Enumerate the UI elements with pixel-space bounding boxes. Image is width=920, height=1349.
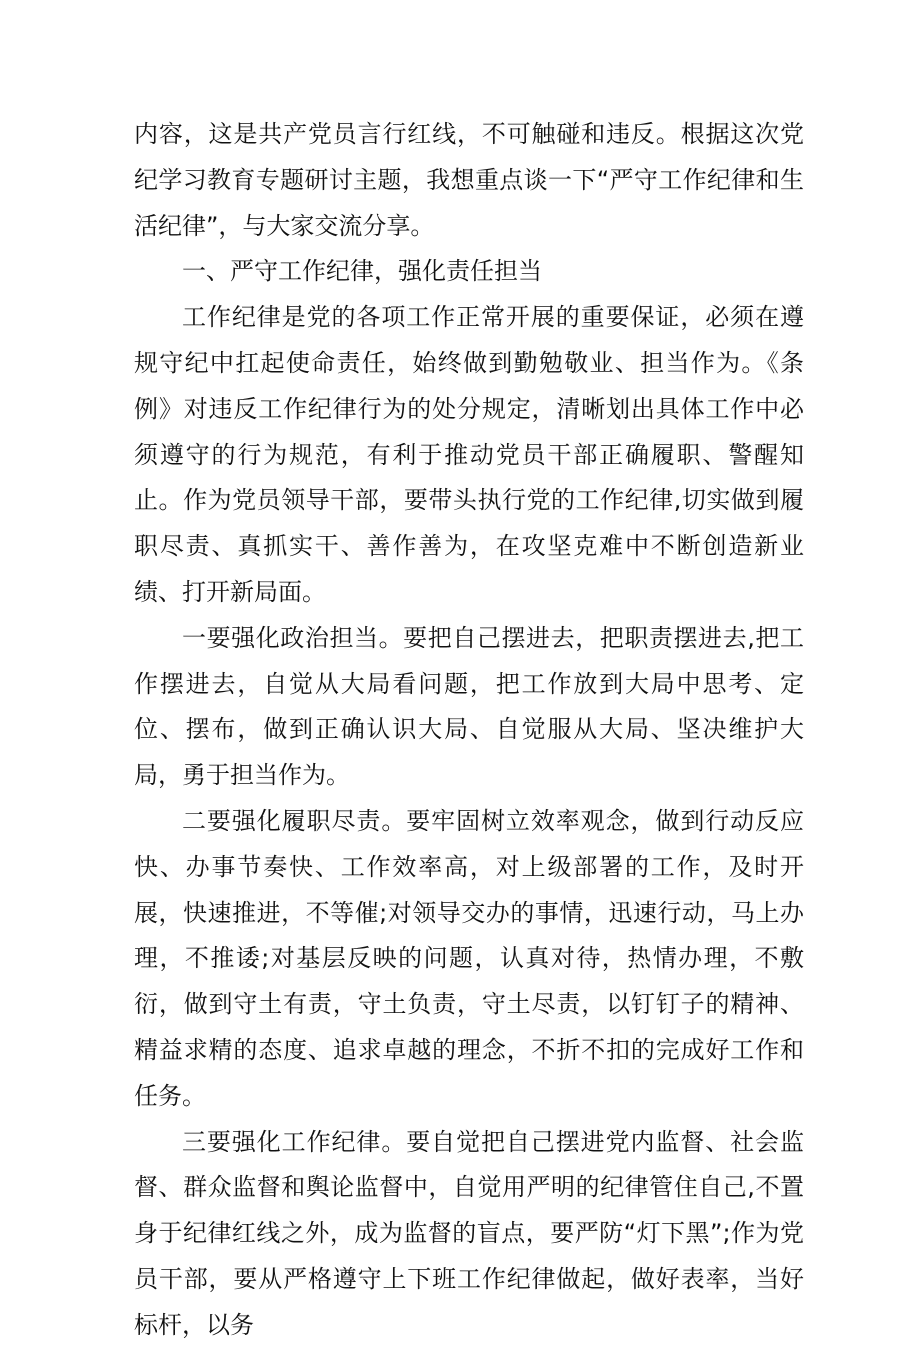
paragraph-political-responsibility: 一要强化政治担当。要把自己摆进去，把职责摆进去,把工作摆进去，自觉从大局看问题，把工作放到大局中思考、定位、摆布，做到正确认识大局、自觉服从大局、坚决维护大局，勇于担当作为。 bbox=[134, 623, 804, 790]
paragraph-work-discipline-enforcement: 三要强化工作纪律。要自觉把自己摆进党内监督、社会监督、群众监督和舆论监督中，自觉用严明的纪律管住自己,不置身于纪律红线之外，成为监督的盲点，要严防“灯下黑”;作为党员干部，要从严格遵守上下班工作纪律做起，做好表率，当好标杆，以务 bbox=[134, 1127, 804, 1339]
section-heading: 一、严守工作纪律，强化责任担当 bbox=[182, 257, 542, 286]
paragraph-continuation: 内容，这是共产党员言行红线，不可触碰和违反。根据这次党纪学习教育专题研讨主题，我想重点谈一下“严守工作纪律和生活纪律”，与大家交流分享。 bbox=[134, 120, 804, 240]
paragraph-work-discipline: 工作纪律是党的各项工作正常开展的重要保证，必须在遵规守纪中扛起使命责任，始终做到勤勉敬业、担当作为。《条例》对违反工作纪律行为的处分规定，清晰划出具体工作中必须遵守的行为规范，有利于推动党员干部正确履职、警醒知止。作为党员领导干部，要带头执行党的工作纪律,切实做到履职尽责、真抓实干、善作善为，在攻坚克难中不断创造新业绩、打开新局面。 bbox=[134, 303, 804, 606]
paragraph-duty-fulfillment: 二要强化履职尽责。要牢固树立效率观念，做到行动反应快、办事节奏快、工作效率高，对上级部署的工作，及时开展，快速推进，不等催;对领导交办的事情，迅速行动，马上办理，不推诿;对基层反映的问题，认真对待，热情办理，不敷衍，做到守土有责，守土负责，守土尽责，以钉钉子的精神、精益求精的态度、追求卓越的理念，不折不扣的完成好工作和任务。 bbox=[134, 806, 804, 1110]
document-body bbox=[134, 112, 804, 1349]
